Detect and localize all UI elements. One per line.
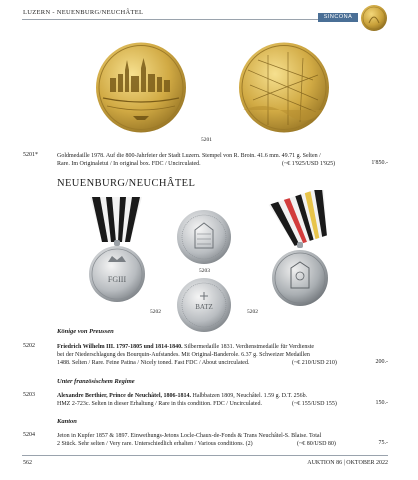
section-title: NEUENBURG/NEUCHÂTEL: [57, 178, 196, 189]
lot-ruler-name: Friedrich Wilhelm III. 1797-1805 und 1814-1840.: [57, 344, 183, 350]
coin-obverse-image: [175, 208, 233, 266]
lot-price: 75.-: [378, 440, 388, 446]
coin-inscription-batz: BATZ: [195, 303, 213, 311]
lot-description-text: Silbermedaille 1831. Verdienstmedaille für Verdienste: [184, 344, 315, 350]
lot-ruler-name: Alexandre Berthier, Prince de Neuchâtel, 1806-1814.: [57, 393, 191, 399]
lot-number: 5204: [23, 432, 35, 438]
auction-info: AUKTION 86 | OKTOBER 2022: [307, 460, 388, 466]
lot-estimate: (~€ 1'925/USD 1'925): [282, 161, 336, 167]
image-label-5201: 5201: [201, 137, 212, 143]
image-label-5202-left: 5202: [150, 309, 161, 315]
lot-number: 5201*: [23, 152, 38, 158]
image-label-5202-right: 5202: [247, 309, 258, 315]
lot-description-line: 2 Stück. Sehr selten / Very rare. Unterschiedlich erhalten / Various conditions. (2): [57, 441, 253, 447]
lot-description-line: 1488. Selten / Rare. Feine Patina / Nicely toned. Fast FDC / About uncirculated.: [57, 360, 250, 366]
image-label-5203: 5203: [199, 268, 210, 274]
lot-number: 5203: [23, 392, 35, 398]
lot-number: 5202: [23, 343, 35, 349]
lot-description-line: Jeton in Kupfer 1857 & 1897. Einweihungs-Jetons Locle-Chaux-de-Fonds & Trans Neuchâtel-S. Blaise. Total: [57, 433, 322, 439]
lot-description-line: HMZ 2-723c. Selten in dieser Erhaltung / Rare in this condition. FDC / Uncirculated.: [57, 401, 262, 407]
medal-reverse-image: [228, 40, 340, 135]
lot-description-line: [57, 392, 357, 400]
subsection-title: Unter französischem Regime: [57, 378, 135, 385]
lot-description-line: Goldmedaille 1978. Auf die 800-Jahrfeier der Stadt Luzern. Stempel von R. Broin. 41.6 mm. 49.71 g. Selten /: [57, 153, 321, 159]
coin-reverse-image: [175, 276, 233, 334]
lot-description-text: Halbbatzen 1809, Neuchâtel. 1.59 g. D.T. 256b.: [192, 393, 308, 399]
lot-price: 1'850.-: [371, 160, 388, 166]
lot-description-line: [57, 343, 357, 351]
subsection-title: Könige von Preussen: [57, 328, 114, 335]
header-divider: [22, 19, 332, 20]
lot-description-line: bei der Niederschlagung des Bourquin-Aufstandes. Mit Original-Banderole. 6.37 g. Schweizer Medaillen: [57, 352, 310, 358]
subsection-title: Kanton: [57, 418, 77, 425]
lot-price: 200.-: [375, 359, 388, 365]
lot-description-line: Rare. Im Originaletui / In original box. FDC / Uncirculated.: [57, 161, 201, 167]
page-header-title: LUZERN - NEUENBURG/NEUCHÂTEL: [23, 9, 144, 16]
silver-medal-ribbon-image-2: [255, 190, 350, 310]
sincona-logo-icon: [359, 3, 389, 33]
page-number: 562: [23, 460, 32, 466]
medal-inscription-fgiii: FGIII: [107, 275, 127, 284]
brand-name: SINCONA: [323, 13, 353, 20]
silver-medal-ribbon-image: [80, 192, 155, 307]
lot-price: 150.-: [375, 400, 388, 406]
lot-estimate: (~€ 80/USD 80): [297, 441, 336, 447]
lot-estimate: (~€ 155/USD 155): [292, 401, 337, 407]
lot-estimate: (~€ 210/USD 210): [292, 360, 337, 366]
footer-divider: [22, 455, 388, 456]
medal-obverse-image: [85, 40, 197, 135]
